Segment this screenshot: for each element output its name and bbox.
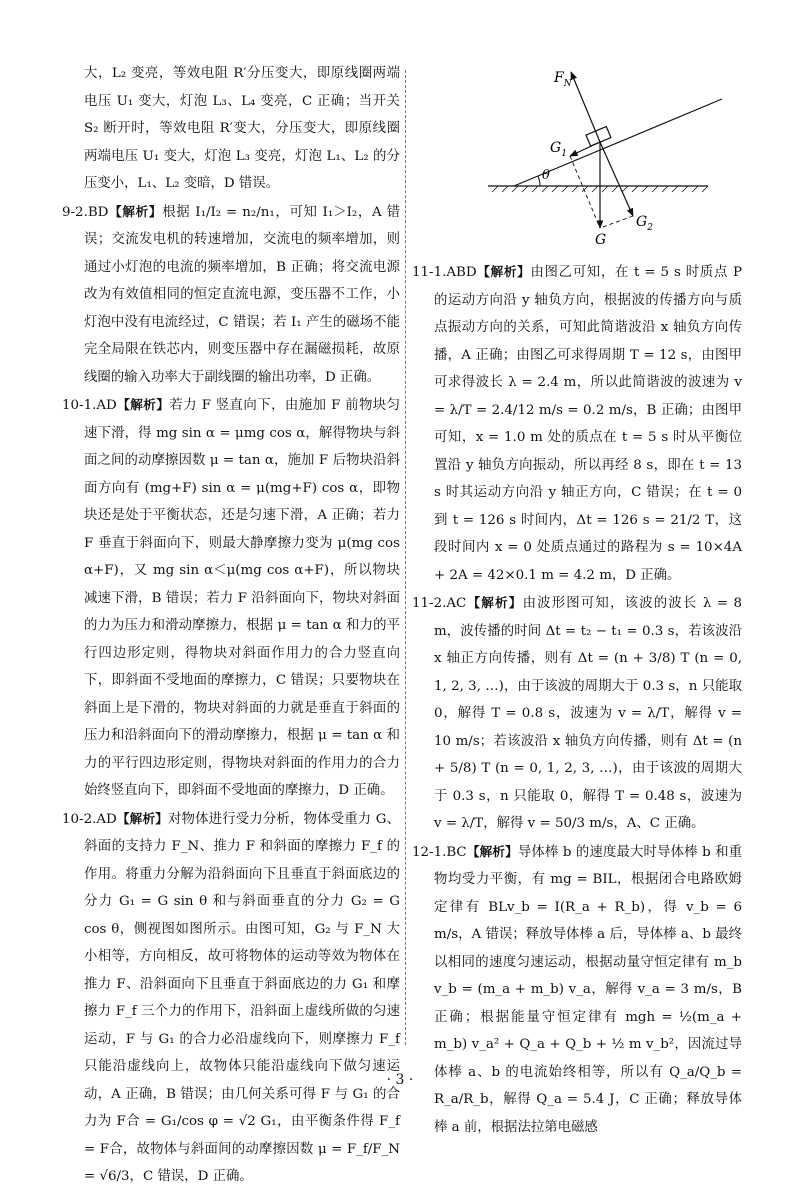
label-theta: θ	[542, 168, 550, 183]
label-g: G	[595, 232, 607, 248]
page-number: · 3 ·	[386, 1072, 414, 1088]
label-g2: $G_2$	[636, 214, 653, 233]
analysis-tag: 【解析】	[116, 810, 168, 826]
label-g1: $G_1$	[550, 140, 567, 159]
paragraph-continued: 大，L₂ 变亮，等效电阻 R′分压变大，即原线圈两端电压 U₁ 变大，灯泡 L₃、L₄ 变亮，C 正确；当开关 S₂ 断开时，等效电阻 R′变大，分压变大，即原线圈两端电压 U₁ 变大，灯泡 L₃ 变亮，灯泡 L₁、L₂ 的分压变小，L₁、L₂ 变暗，D 错误。	[84, 66, 400, 191]
answer-id: 10-1.AD	[62, 398, 117, 413]
dashed-line	[570, 156, 600, 228]
column-divider	[405, 70, 406, 1045]
force-diagram	[478, 66, 748, 256]
answer-text: 若力 F 竖直向下，由施加 F 前物块匀速下滑，得 mg sin α = μmg cos α，解得物块与斜面之间的动摩擦因数 μ = tan α，施加 F 后物块沿斜面方向有 (mg+F) sin α = μ(mg+F) cos α，即物块还是处于平衡状态，还是匀速下滑，A 正确；若力 F 垂直于斜面向下，则最大静摩擦力变为 μ(mg cos α+F)，又 mg sin α＜μ(mg cos α+F)，所以物块减速下滑，B 错误；若力 F 沿斜面向下，物块对斜面的力为压力和滑动摩擦力，根据 μ = tan α 和力的平行四边形定则，得物块对斜面作用力的合力竖直向下，即斜面不受地面的摩擦力，C 错误；只要物块在斜面上是下滑的，物块对斜面的力就是垂直于斜面的压力和沿斜面向下的滑动摩擦力，根据 μ = tan α 和力的平行四边形定则，得物块对斜面的作用力的合力始终竖直向下，即斜面不受地面的摩擦力，D 正确。	[84, 398, 401, 798]
g2-arrow	[600, 142, 633, 216]
answer-text: 由波形图可知，该波的波长 λ = 8 m，波传播的时间 Δt = t₂ − t₁ = 0.3 s，若该波沿 x 轴正方向传播，则有 Δt = (n + 3/8) T (n = 0, 1, 2, 3, …)，由于该波的周期大于 0.3 s，n 只能取 0，解得 T = 0.8 s，波速为 v = λ/T，解得 v = 10 m/s；若该波沿 x 轴负方向传播，则有 Δt = (n + 5/8) T (n = 0, 1, 2, 3, …)，由于该波的周期大于 0.3 s，n 只能取 0，解得 T = 0.48 s，波速为 v = λ/T，解得 v = 50/3 m/s，A、C 正确。	[434, 596, 742, 831]
answer-10-1	[62, 391, 400, 805]
analysis-tag: 【解析】	[466, 595, 523, 610]
analysis-tag: 【解析】	[108, 203, 163, 219]
answer-11-1	[412, 258, 742, 589]
dashed-line	[600, 216, 633, 228]
answer-id: 11-1.ABD	[412, 265, 477, 280]
right-column	[412, 258, 742, 1141]
answer-9-2	[62, 198, 400, 392]
label-fn: $F_N$	[554, 70, 572, 89]
answer-id: 10-2.AD	[62, 811, 117, 827]
analysis-tag: 【解析】	[466, 843, 518, 859]
answer-text: 导体棒 b 的速度最大时导体棒 b 和重物均受力平衡，有 mg = BIL，根据闭合电路欧姆定律有 BLv_b = I(R_a + R_b)，得 v_b = 6 m/s，A 错误；释放导体棒 a 后，导体棒 a、b 最终以相同的速度匀速运动，根据动量守恒定律有 m_b v_b = (m_a + m_b) v_a，解得 v_a = 3 m/s，B 正确；根据能量守恒定律有 mgh = ½(m_a + m_b) v_a² + Q_a + Q_b + ½ m v_b²，因流过导体棒 a、b 的电流始终相等，所以有 Q_a/Q_b = R_a/R_b，解得 Q_a = 5.4 J，C 正确；释放导体棒 a 前，根据法拉第电磁感	[434, 844, 742, 1135]
answer-text: 由图乙可知，在 t = 5 s 时质点 P 的运动方向沿 y 轴负方向，根据波的传播方向与质点振动方向的关系，可知此简谐波沿 x 轴负方向传播，A 正确；由图乙可求得周期 T = 12 s，由图甲可求得波长 λ = 2.4 m，所以此简谐波的波速为 v = λ/T = 2.4/12 m/s = 0.2 m/s，B 正确；由图甲可知，x = 1.0 m 处的质点在 t = 5 s 时从平衡位置沿 y 轴负方向振动，所以再经 8 s，即在 t = 13 s 时其运动方向沿 y 轴正方向，C 错误；在 t = 0 到 t = 126 s 时间内，Δt = 126 s = 21/2 T，这段时间内 x = 0 处质点通过的路程为 s = 10×4A + 2A = 42×0.1 m = 4.2 m，D 正确。	[434, 265, 743, 583]
angle-arc	[538, 176, 540, 186]
left-column	[62, 60, 400, 1191]
normal-force-arrow	[571, 72, 600, 142]
g1-arrow	[570, 142, 600, 156]
analysis-tag: 【解析】	[476, 264, 531, 279]
answer-text: 根据 I₁/I₂ = n₂/n₁，可知 I₁＞I₂，A 错误；交流发电机的转速增加，交流电的频率增加，则通过小灯泡的电流的频率增加，B 正确；将交流电源改为有效值相同的恒定直流电源，变压器不工作，小灯泡中没有电流经过，C 错误；若 I₁ 产生的磁场不能完全局限在铁芯内，则变压器中存在漏磁损耗，故原线圈的输入功率大于副线圈的输出功率，D 正确。	[84, 204, 401, 385]
answer-11-2	[412, 589, 742, 838]
answer-text: 对物体进行受力分析，物体受重力 G、斜面的支持力 F_N、推力 F 和斜面的摩擦力 F_f 的作用。将重力分解为沿斜面向下且垂直于斜面底边的分力 G₁ = G sin θ 和与斜面垂直的分力 G₂ = G cos θ，侧视图如图所示。由图可知，G₂ 与 F_N 大小相等，方向相反，故可将物体的运动等效为物体在推力 F、沿斜面向下且垂直于斜面底边的力 G₁ 和摩擦力 F_f 三个力的作用下，沿斜面上虚线所做的匀速运动，F 与 G₁ 的合力必沿虚线向下，则摩擦力 F_f 只能沿虚线向上，故物体只能沿虚线向下做匀速运动，A 正确，B 错误；由几何关系可得 F 与 G₁ 的合力为 F合 = G₁/cos φ = √2 G₁，由平衡条件得 F_f = F合，故物体与斜面间的动摩擦因数 μ = F_f/F_N = √6/3，C 错误，D 正确。	[84, 811, 401, 1184]
answer-id: 11-2.AC	[412, 596, 467, 611]
answer-10-2	[62, 805, 400, 1191]
answer-id: 12-1.BC	[412, 844, 467, 860]
answer-id: 9-2.BD	[62, 204, 109, 220]
analysis-tag: 【解析】	[116, 397, 170, 412]
answer-12-1	[412, 838, 742, 1142]
